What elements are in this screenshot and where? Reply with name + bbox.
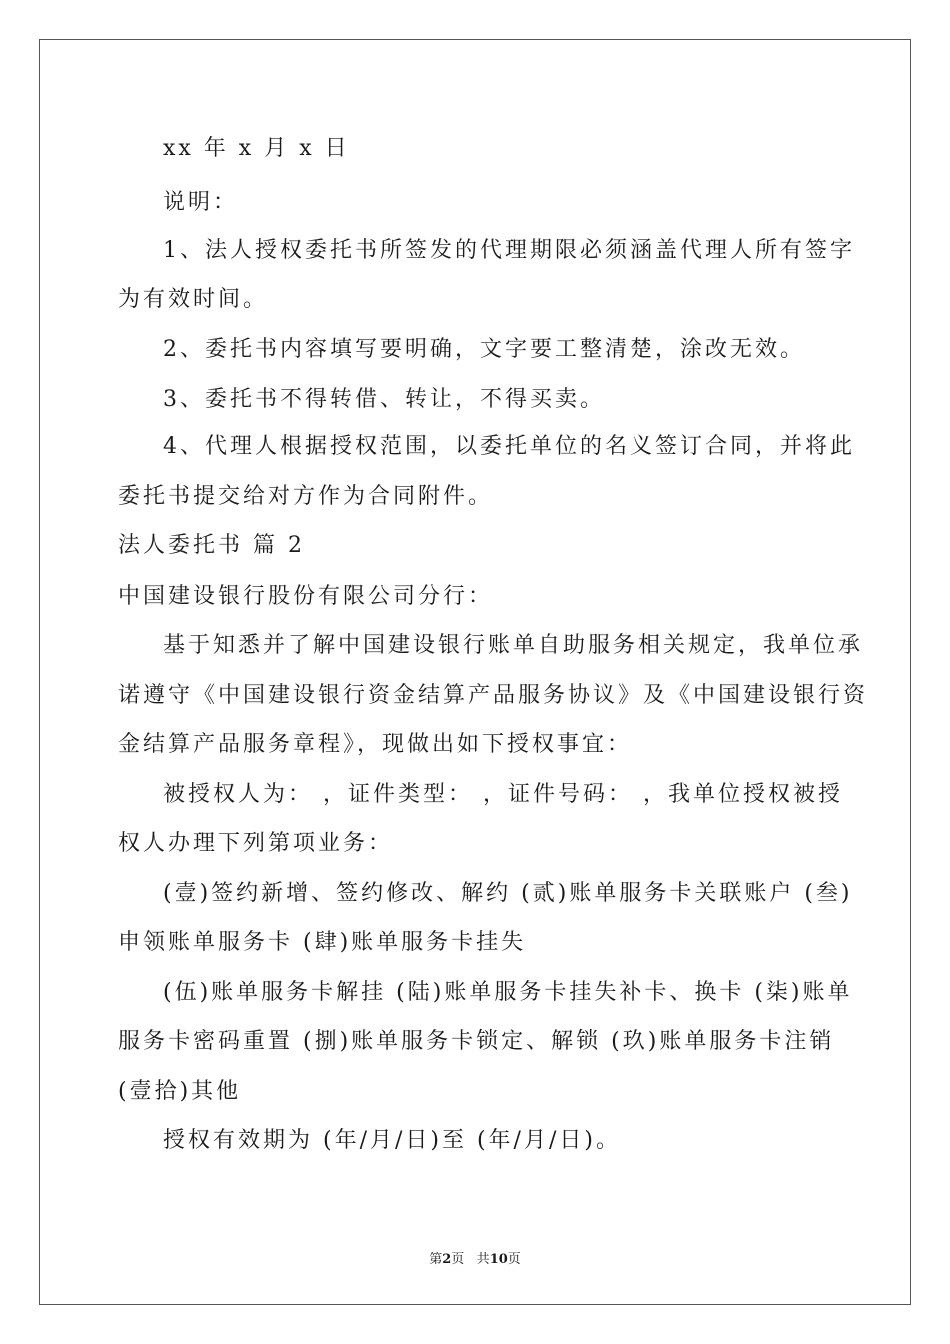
note-4-line-2: 委托书提交给对方作为合同附件。 (118, 484, 494, 509)
body-para-2-line-2: 权人办理下列第项业务： (118, 831, 394, 856)
items-line-1: (壹)签约新增、签约修改、解约 (贰)账单服务卡关联账户 (叁) (163, 881, 853, 906)
items-line-5: (壹拾)其他 (118, 1079, 242, 1104)
note-1-line-1: 1、法人授权委托书所签发的代理期限必须涵盖代理人所有签字 (163, 238, 855, 263)
footer-page-prefix: 第 (429, 1252, 443, 1267)
footer-page-number: 2 (442, 1252, 452, 1267)
addressee: 中国建设银行股份有限公司分行： (118, 584, 494, 609)
items-line-3: (伍)账单服务卡解挂 (陆)账单服务卡挂失补卡、换卡 (柒)账单 (163, 980, 853, 1005)
note-3: 3、委托书不得转借、转让，不得买卖。 (163, 387, 605, 412)
items-line-2: 申领账单服务卡 (肆)账单服务卡挂失 (118, 930, 527, 955)
footer-page-suffix: 页 (451, 1252, 465, 1267)
footer-total-pages: 10 (489, 1252, 508, 1267)
notes-heading: 说明： (163, 190, 239, 215)
items-line-4: 服务卡密码重置 (捌)账单服务卡锁定、解锁 (玖)账单服务卡注销 (118, 1029, 835, 1054)
page-border (39, 39, 911, 1305)
page-footer (0, 1248, 950, 1267)
note-4-line-1: 4、代理人根据授权范围，以委托单位的名义签订合同，并将此 (163, 434, 855, 459)
footer-total-suffix: 页 (507, 1252, 521, 1267)
validity-line: 授权有效期为 (年/月/日)至 (年/月/日)。 (163, 1128, 621, 1153)
body-para-1-line-2: 诺遵守《中国建设银行资金结算产品服务协议》及《中国建设银行资 (118, 683, 869, 708)
note-2: 2、委托书内容填写要明确，文字要工整清楚，涂改无效。 (163, 337, 805, 362)
date-line: xx 年 x 月 x 日 (163, 136, 350, 161)
section-heading: 法人委托书 篇 2 (118, 533, 305, 558)
footer-total-prefix: 共 (476, 1252, 490, 1267)
note-1-line-2: 为有效时间。 (118, 287, 269, 312)
body-para-1-line-1: 基于知悉并了解中国建设银行账单自助服务相关规定，我单位承 (163, 633, 864, 658)
body-para-1-line-3: 金结算产品服务章程》，现做出如下授权事宜： (118, 732, 633, 757)
body-para-2-line-1: 被授权人为： ，证件类型： ，证件号码： ，我单位授权被授 (163, 782, 843, 807)
